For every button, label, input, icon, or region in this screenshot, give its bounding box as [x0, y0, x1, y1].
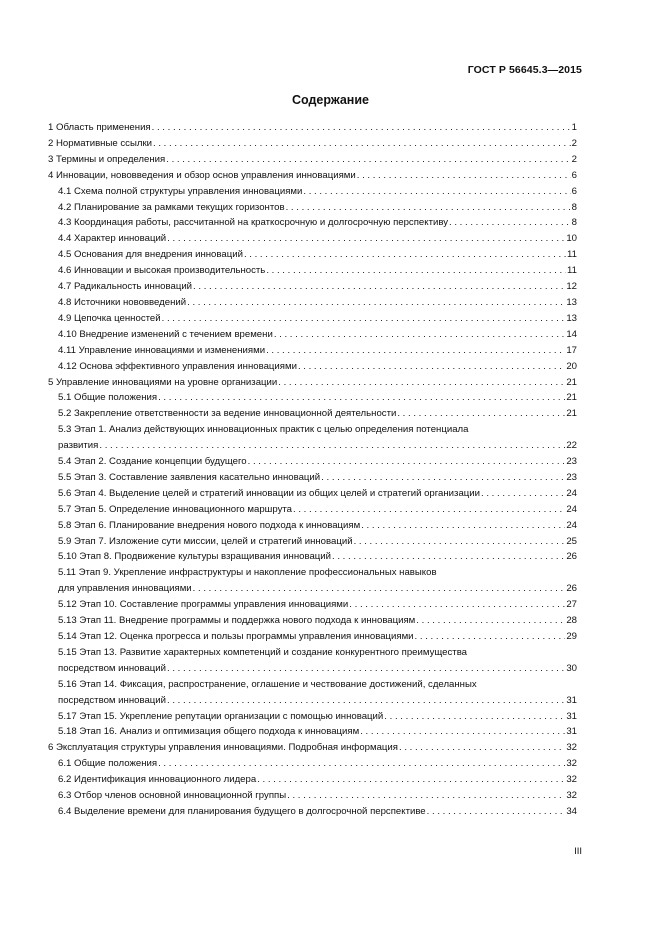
toc-leader-dots — [298, 359, 565, 375]
toc-entry-title: 6 Эксплуатация структуры управления инновациями. Подробная информация — [48, 742, 398, 754]
toc-entry-title: 4.6 Инновации и высокая производительность — [58, 265, 266, 277]
table-of-contents — [48, 120, 577, 820]
toc-entry[interactable] — [48, 311, 577, 327]
toc-entry-title: 5 Управление инновациями на уровне организации — [48, 376, 278, 388]
toc-entry-title: 4.1 Схема полной структуры управления инновациями — [58, 185, 303, 197]
toc-entry-title: 5.17 Этап 15. Укрепление репутации организации с помощью инноваций — [58, 710, 384, 722]
toc-entry[interactable] — [48, 120, 577, 136]
toc-entry-page: 11 — [567, 265, 577, 277]
toc-leader-dots — [332, 549, 565, 565]
toc-entry-title: 6.1 Общие положения — [58, 758, 158, 770]
toc-entry-page: 34 — [566, 805, 577, 817]
toc-entry-multiline[interactable] — [48, 565, 577, 597]
toc-entry-page: 11 — [567, 249, 577, 261]
toc-entry[interactable] — [48, 788, 577, 804]
toc-entry-page: 6 — [571, 169, 577, 181]
toc-entry-title: 6.3 Отбор членов основной инновационной группы — [58, 790, 287, 802]
toc-entry[interactable] — [48, 454, 577, 470]
toc-entry-title: посредством инноваций — [58, 694, 166, 706]
toc-entry-title: 4.8 Источники нововведений — [58, 296, 187, 308]
toc-entry-title: 3 Термины и определения — [48, 153, 166, 165]
toc-entry-title: 4.7 Радикальность инноваций — [58, 281, 193, 293]
toc-entry-page: 26 — [566, 583, 577, 595]
toc-entry-page: 31 — [566, 726, 577, 738]
toc-entry-page: 17 — [566, 344, 577, 356]
toc-leader-dots — [399, 740, 565, 756]
toc-leader-dots — [361, 518, 565, 534]
toc-entry-multiline[interactable] — [48, 645, 577, 677]
toc-entry[interactable] — [48, 184, 577, 200]
toc-entry-page: 21 — [566, 376, 577, 388]
toc-leader-dots — [287, 788, 565, 804]
toc-leader-dots — [481, 486, 565, 502]
toc-entry[interactable] — [58, 693, 577, 709]
toc-entry-page: 8 — [571, 201, 577, 213]
toc-entry-page: 29 — [566, 631, 577, 642]
toc-leader-dots — [357, 168, 571, 184]
toc-entry-multiline[interactable] — [48, 677, 577, 709]
toc-entry-page: 23 — [566, 456, 577, 468]
toc-entry-page: 30 — [566, 662, 577, 674]
toc-leader-dots — [244, 247, 566, 263]
toc-entry[interactable] — [48, 613, 577, 629]
toc-leader-dots — [415, 629, 566, 645]
toc-entry-page: 20 — [566, 360, 577, 372]
toc-leader-dots — [257, 772, 565, 788]
toc-entry-page: 24 — [566, 519, 577, 531]
toc-entry[interactable] — [48, 406, 577, 422]
toc-entry-title: 5.8 Этап 6. Планирование внедрения нового подхода к инновациям — [58, 519, 361, 531]
toc-entry-page: 32 — [566, 742, 577, 754]
toc-entry-title: 6.2 Идентификация инновационного лидера — [58, 774, 257, 786]
toc-entry-title: 5.13 Этап 11. Внедрение программы и поддержка нового подхода к инновациям — [58, 615, 416, 627]
toc-entry-title: 5.1 Общие положения — [58, 392, 158, 404]
toc-entry-page: 14 — [566, 328, 577, 340]
toc-leader-dots — [193, 581, 566, 597]
toc-entry[interactable] — [48, 168, 577, 184]
toc-entry-page: 28 — [566, 615, 577, 627]
toc-entry[interactable] — [48, 724, 577, 740]
toc-entry[interactable] — [48, 470, 577, 486]
toc-entry[interactable] — [48, 534, 577, 550]
toc-entry[interactable] — [48, 709, 577, 725]
toc-entry[interactable] — [48, 136, 577, 152]
toc-entry-page: 32 — [566, 790, 577, 802]
toc-entry-title: 5.16 Этап 14. Фиксация, распространение, оглашение и чествование достижений, сделанных — [58, 678, 477, 690]
toc-entry[interactable] — [48, 295, 577, 311]
toc-entry-page: 13 — [566, 312, 577, 324]
toc-entry[interactable] — [48, 359, 577, 375]
toc-entry[interactable] — [48, 629, 577, 645]
toc-leader-dots — [153, 136, 571, 152]
toc-entry[interactable] — [48, 518, 577, 534]
toc-entry[interactable] — [48, 343, 577, 359]
toc-entry-page: 6 — [571, 185, 577, 197]
toc-leader-dots — [158, 756, 565, 772]
toc-entry[interactable] — [48, 152, 577, 168]
toc-entry[interactable] — [58, 661, 577, 677]
toc-entry-title: 1 Область применения — [48, 122, 151, 133]
toc-entry-page: 31 — [566, 710, 577, 722]
toc-entry[interactable] — [48, 740, 577, 756]
toc-leader-dots — [187, 295, 565, 311]
toc-entry[interactable] — [48, 390, 577, 406]
toc-entry[interactable] — [48, 247, 577, 263]
toc-leader-dots — [266, 263, 566, 279]
page-title: Содержание — [291, 93, 369, 107]
toc-entry-page: 32 — [566, 774, 577, 786]
toc-entry-title: 5.12 Этап 10. Составление программы управления инновациями — [58, 599, 349, 611]
toc-entry-title: 5.2 Закрепление ответственности за ведение инновационной деятельности — [58, 408, 397, 420]
toc-leader-dots — [397, 406, 565, 422]
toc-entry-title: 4 Инновации, нововведения и обзор основ управления инновациями — [48, 169, 356, 181]
toc-entry-title: 5.3 Этап 1. Анализ действующих инновационных практик с целью определения потенциала — [58, 424, 469, 436]
toc-entry[interactable] — [58, 438, 577, 454]
toc-entry[interactable] — [58, 581, 577, 597]
toc-entry-title: 5.7 Этап 5. Определение инновационного маршрута — [58, 503, 293, 515]
toc-entry[interactable] — [48, 279, 577, 295]
toc-leader-dots — [167, 693, 565, 709]
toc-leader-dots — [193, 279, 565, 295]
toc-leader-dots — [274, 327, 566, 343]
toc-leader-dots — [360, 724, 565, 740]
toc-entry-page: 8 — [571, 217, 577, 229]
toc-entry[interactable] — [48, 549, 577, 565]
toc-entry-title: 5.18 Этап 16. Анализ и оптимизация общего подхода к инновациям — [58, 726, 360, 738]
toc-entry-title: 5.6 Этап 4. Выделение целей и стратегий инновации из общих целей и стратегий организации — [58, 487, 480, 499]
toc-leader-dots — [99, 438, 565, 454]
toc-entry-title: 4.3 Координация работы, рассчитанной на краткосрочную и долгосрочную перспективу — [58, 217, 449, 229]
toc-leader-dots — [321, 470, 565, 486]
toc-leader-dots — [266, 343, 565, 359]
toc-entry-page: 22 — [566, 440, 577, 452]
toc-entry-title: 4.9 Цепочка ценностей — [58, 312, 161, 324]
toc-entry[interactable] — [48, 756, 577, 772]
toc-leader-dots — [162, 311, 566, 327]
toc-entry-title: 5.15 Этап 13. Развитие характерных компетенций и создание конкурентного преимущества — [58, 646, 468, 658]
toc-entry-title: 5.4 Этап 2. Создание концепции будущего — [58, 456, 247, 468]
toc-leader-dots — [158, 390, 565, 406]
toc-entry-multiline[interactable] — [48, 422, 577, 454]
toc-entry-page: 21 — [566, 408, 577, 420]
toc-leader-dots — [167, 661, 565, 677]
document-id: ГОСТ Р 56645.3—2015 — [467, 64, 582, 76]
toc-entry-page: 32 — [566, 758, 577, 770]
toc-leader-dots — [449, 215, 571, 231]
toc-leader-dots — [416, 613, 565, 629]
toc-entry[interactable] — [48, 375, 577, 391]
toc-entry-page: 13 — [566, 296, 577, 308]
toc-entry-page: 26 — [566, 551, 577, 563]
toc-leader-dots — [278, 375, 565, 391]
toc-entry[interactable] — [48, 200, 577, 216]
toc-entry-title: 5.9 Этап 7. Изложение сути миссии, целей и стратегий инноваций — [58, 535, 353, 547]
toc-entry-page: 25 — [566, 535, 577, 547]
toc-leader-dots — [354, 534, 566, 550]
toc-entry-page: 24 — [566, 503, 577, 515]
toc-entry-page: 21 — [566, 392, 577, 404]
toc-leader-dots — [303, 184, 570, 200]
toc-entry-title: для управления инновациями — [58, 583, 192, 595]
toc-entry-title: 4.5 Основания для внедрения инноваций — [58, 249, 243, 261]
toc-leader-dots — [248, 454, 566, 470]
toc-entry-page: 1 — [571, 122, 577, 133]
toc-entry-page: 12 — [566, 281, 577, 293]
toc-entry-title: 5.10 Этап 8. Продвижение культуры взращивания инноваций — [58, 551, 332, 563]
toc-leader-dots — [166, 152, 570, 168]
toc-entry[interactable] — [48, 263, 577, 279]
toc-entry-page: 23 — [566, 471, 577, 483]
toc-leader-dots — [427, 804, 566, 820]
toc-entry[interactable] — [48, 215, 577, 231]
toc-entry[interactable] — [48, 486, 577, 502]
toc-entry-title: 4.12 Основа эффективного управления инновациями — [58, 360, 297, 372]
toc-entry-title: 5.14 Этап 12. Оценка прогресса и пользы программы управления инновациями — [58, 631, 414, 642]
toc-entry[interactable] — [48, 327, 577, 343]
toc-entry-title: развития — [58, 440, 99, 452]
toc-leader-dots — [349, 597, 565, 613]
toc-entry-page: 24 — [566, 487, 577, 499]
toc-leader-dots — [384, 709, 565, 725]
toc-entry-page: 2 — [571, 137, 577, 149]
toc-entry[interactable] — [48, 804, 577, 820]
toc-entry-title: 4.2 Планирование за рамками текущих горизонтов — [58, 201, 285, 213]
toc-entry-page: 2 — [571, 153, 577, 165]
toc-leader-dots — [152, 120, 571, 136]
toc-entry-title: 4.4 Характер инноваций — [58, 233, 167, 245]
page-number: III — [574, 846, 582, 857]
toc-entry-title: 6.4 Выделение времени для планирования будущего в долгосрочной перспективе — [58, 805, 426, 817]
toc-entry[interactable] — [48, 772, 577, 788]
toc-entry-page: 27 — [566, 599, 577, 611]
toc-entry-page: 31 — [566, 694, 577, 706]
toc-entry[interactable] — [48, 597, 577, 613]
toc-entry-title: 4.10 Внедрение изменений с течением времени — [58, 328, 273, 340]
toc-entry[interactable] — [48, 231, 577, 247]
toc-entry[interactable] — [48, 502, 577, 518]
toc-entry-title: 4.11 Управление инновациями и изменениями — [58, 344, 266, 356]
toc-leader-dots — [293, 502, 565, 518]
toc-entry-page: 10 — [566, 233, 577, 245]
toc-entry-title: 5.11 Этап 9. Укрепление инфраструктуры и накопление профессиональных навыков — [58, 567, 437, 579]
toc-leader-dots — [167, 231, 565, 247]
toc-entry-title: 5.5 Этап 3. Составление заявления касательно инноваций — [58, 471, 321, 483]
toc-leader-dots — [286, 200, 571, 216]
toc-entry-title: 2 Нормативные ссылки — [48, 137, 153, 149]
toc-entry-title: посредством инноваций — [58, 662, 166, 674]
